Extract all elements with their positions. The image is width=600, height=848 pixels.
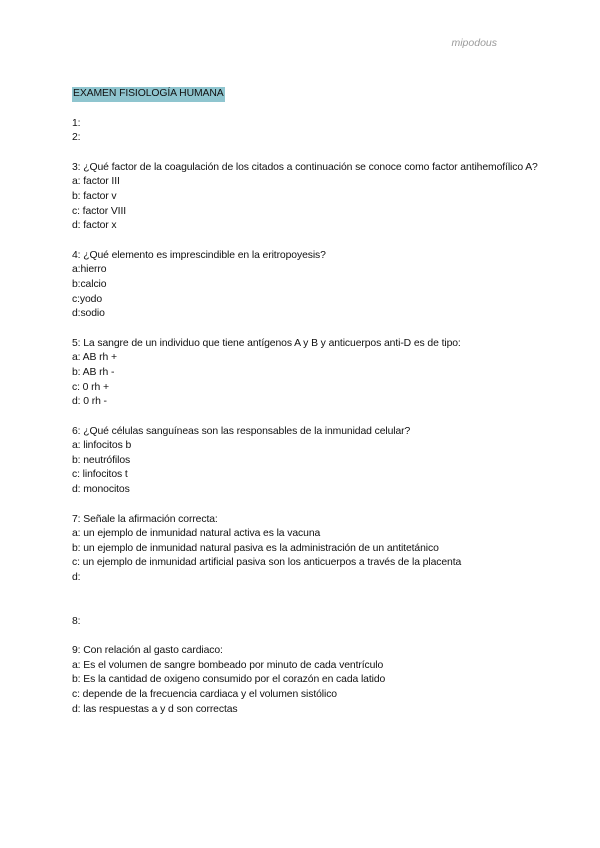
- question-6: [72, 425, 542, 498]
- watermark-text: mipodous: [451, 37, 497, 49]
- question-text: 6: ¿Qué células sanguíneas son las responsables de la inmunidad celular?: [72, 425, 411, 437]
- question-8: [72, 615, 542, 630]
- question-3: [72, 161, 542, 234]
- question-4: [72, 249, 542, 322]
- option-a: a: AB rh +: [72, 352, 117, 364]
- question-text: 3: ¿Qué factor de la coagulación de los citados a continuación se conoce como factor antihemofílico A?: [72, 161, 538, 173]
- option-b: b:calcio: [72, 278, 107, 290]
- option-d: d:sodio: [72, 308, 105, 320]
- question-text: 9: Con relación al gasto cardiaco:: [72, 645, 223, 657]
- option-d: d: monocitos: [72, 484, 130, 496]
- option-b: b: neutrófilos: [72, 454, 131, 466]
- question-text: 7: Señale la afirmación correcta:: [72, 513, 218, 525]
- question-2: 2:: [72, 132, 81, 144]
- exam-title: EXAMEN FISIOLOGÍA HUMANA: [72, 87, 225, 102]
- option-a: a: linfocitos b: [72, 440, 132, 452]
- question-text: 5: La sangre de un individuo que tiene antígenos A y B y anticuerpos anti-D es de tipo:: [72, 337, 461, 349]
- option-b: b: AB rh -: [72, 366, 115, 378]
- option-b: b: Es la cantidad de oxigeno consumido por el corazón en cada latido: [72, 674, 386, 686]
- question-5: [72, 337, 542, 410]
- option-d: d: 0 rh -: [72, 396, 107, 408]
- question-9: [72, 644, 542, 717]
- option-a: a: factor III: [72, 176, 120, 188]
- option-c: c: linfocitos t: [72, 469, 128, 481]
- option-c: c: depende de la frecuencia cardiaca y el volumen sistólico: [72, 689, 337, 700]
- option-b: b: un ejemplo de inmunidad natural pasiva es la administración de un antitetánico: [72, 542, 439, 554]
- option-a: a: Es el volumen de sangre bombeado por minuto de cada ventrículo: [72, 659, 384, 671]
- question-text: 4: ¿Qué elemento es imprescindible en la eritropoyesis?: [72, 249, 326, 261]
- option-a: a:hierro: [72, 264, 107, 276]
- option-d: d: las respuestas a y d son correctas: [72, 703, 238, 715]
- question-text: 8:: [72, 615, 81, 627]
- question-1: 1:: [72, 117, 81, 129]
- option-c: c: un ejemplo de inmunidad artificial pasiva son los anticuerpos a través de la placenta: [72, 557, 462, 569]
- option-b: b: factor v: [72, 190, 117, 202]
- option-a: a: un ejemplo de inmunidad natural activa es la vacuna: [72, 528, 321, 540]
- option-c: c:yodo: [72, 293, 103, 305]
- question-block-1-2: [72, 117, 542, 146]
- option-c: c: 0 rh +: [72, 381, 109, 393]
- exam-document: [72, 87, 542, 717]
- question-7: [72, 513, 542, 586]
- option-d: d: factor x: [72, 220, 117, 232]
- option-d: d:: [72, 572, 81, 584]
- option-c: c: factor VIII: [72, 205, 127, 217]
